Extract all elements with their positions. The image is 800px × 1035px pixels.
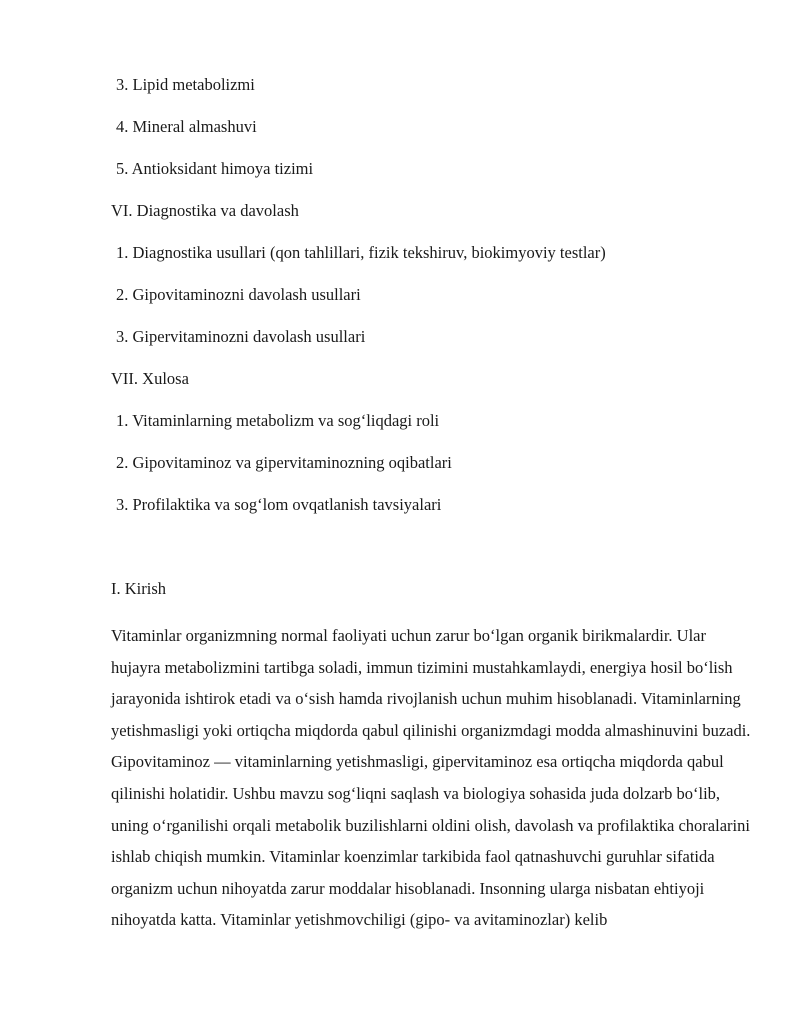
toc-item: 3. Lipid metabolizmi [116,75,255,94]
toc-item: 3. Gipervitaminozni davolash usullari [116,327,366,346]
toc-item: 5. Antioksidant himoya tizimi [116,159,314,178]
table-of-contents [111,72,751,534]
toc-item: 4. Mineral almashuvi [116,117,257,136]
body-paragraph: Vitaminlar organizmning normal faoliyati uchun zarur bo‘lgan organik birikmalardir. Ular hujayra metabolizmini tartibga soladi, immun tizimini mustahkamlaydi, energiya hosil bo‘lish jarayonida ishtirok etadi va o‘sish hamda rivojlanish uchun muhim hisoblanadi. Vitaminlarning yetishmasligi yoki ortiqcha miqdorda qabul qilinishi organizmdagi modda almashinuvini buzadi. Gipovitaminoz — vitaminlarning yetishmasligi, gipervitaminoz esa ortiqcha miqdorda qabul qilinishi holatidir. Ushbu mavzu sog‘liqni saqlash va biologiya sohasida juda dolzarb bo‘lib, uning o‘rganilishi orqali metabolik buzilishlarni oldini olish, davolash va profilaktika choralarini ishlab chiqish mumkin. Vitaminlar koenzimlar tarkibida faol qatnashuvchi guruhlar sifatida organizm uchun nihoyatda zarur moddalar hisoblanadi. Insonning ularga nisbatan ehtiyoji nihoyatda katta. Vitaminlar yetishmovchiligi (gipo- va avitaminozlar) kelib [111,626,751,930]
toc-item: 3. Profilaktika va sog‘lom ovqatlanish tavsiyalari [116,495,442,514]
toc-item: 1. Vitaminlarning metabolizm va sog‘liqdagi roli [116,411,440,430]
section-heading: I. Kirish [111,579,166,598]
toc-item: 1. Diagnostika usullari (qon tahlillari, fizik tekshiruv, biokimyoviy testlar) [116,243,606,262]
toc-section-heading: VI. Diagnostika va davolash [111,201,299,220]
toc-item: 2. Gipovitaminozni davolash usullari [116,285,361,304]
toc-section-heading: VII. Xulosa [111,369,189,388]
toc-item: 2. Gipovitaminoz va gipervitaminozning oqibatlari [116,453,452,472]
